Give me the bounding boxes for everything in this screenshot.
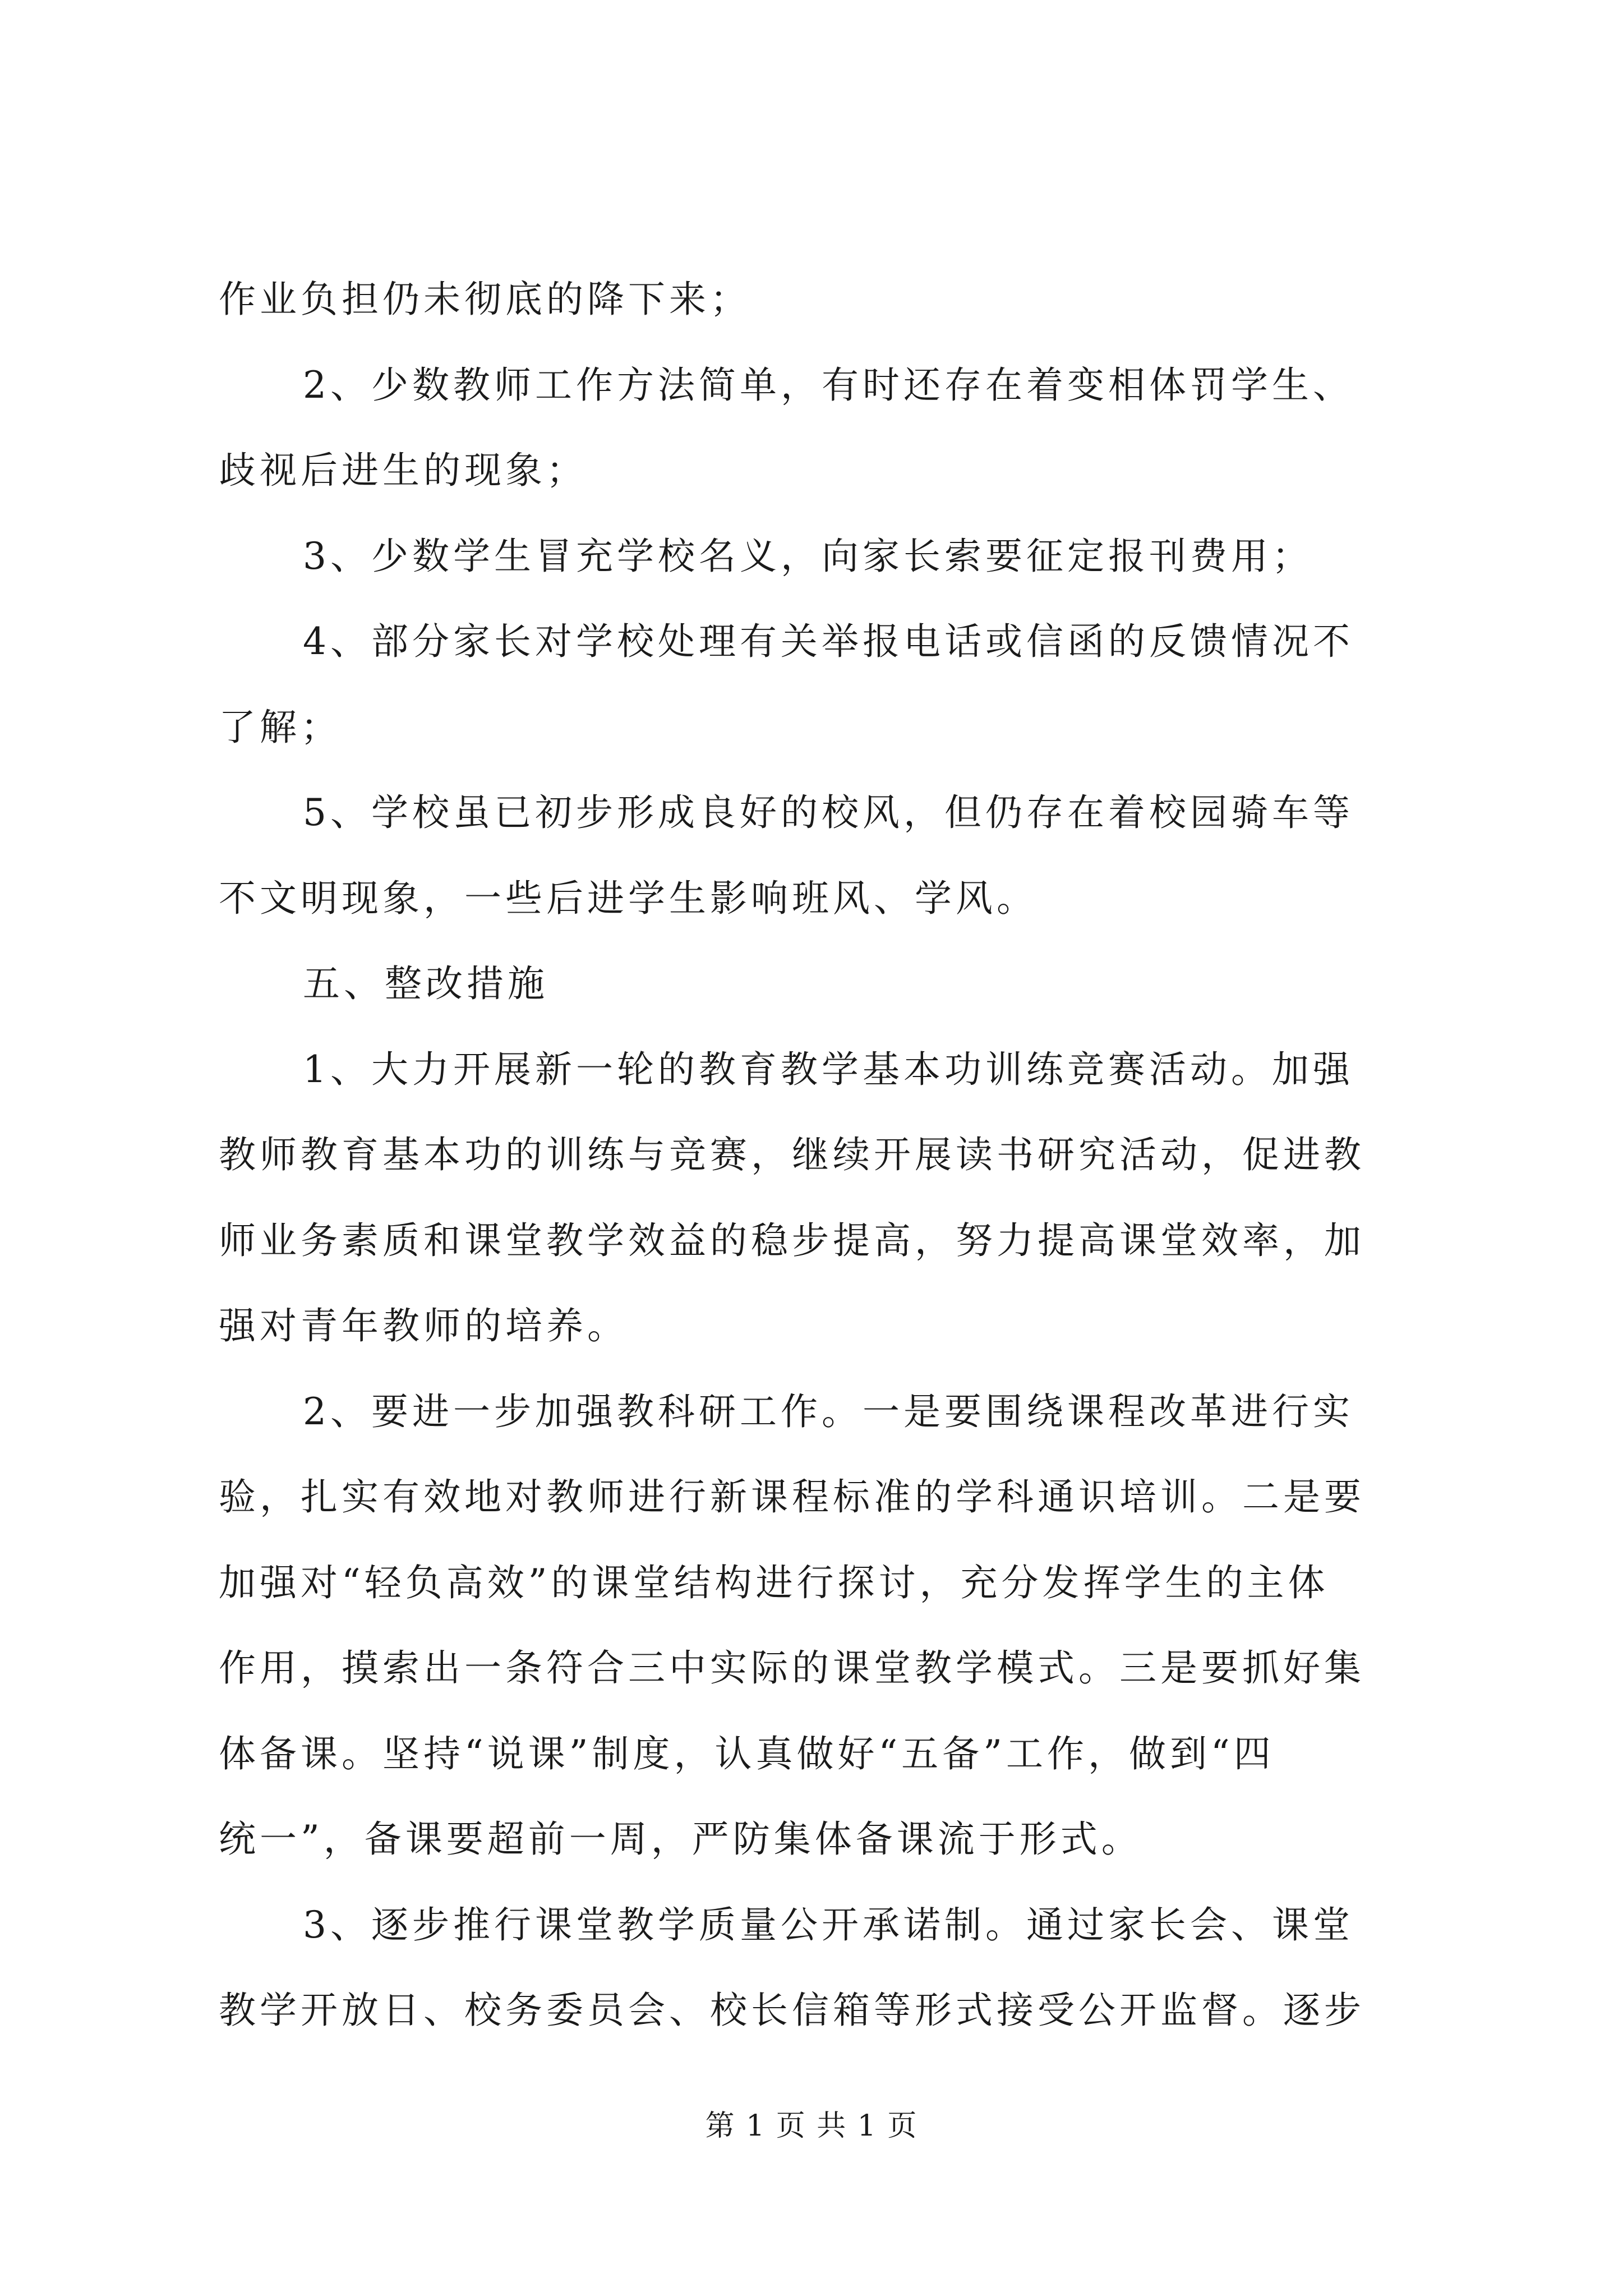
text-line: 歧视后进生的现象； xyxy=(219,449,587,492)
text-line: 不文明现象，一些后进学生影响班风、学风。 xyxy=(219,876,1038,920)
body-text xyxy=(219,257,1419,2054)
text-line: 统一”，备课要超前一周，严防集体备课流于形式。 xyxy=(219,1818,1142,1861)
text-line: 验，扎实有效地对教师进行新课程标准的学科通识培训。二是要 xyxy=(219,1475,1365,1519)
text-line: 了解； xyxy=(219,705,342,749)
text-line: 2、少数教师工作方法简单，有时还存在着变相体罚学生、 xyxy=(303,363,1354,407)
text-line: 5、学校虽已初步形成良好的校风，但仍存在着校园骑车等 xyxy=(303,791,1354,834)
text-line: 体备课。坚持“说课”制度，认真做好“五备”工作，做到“四 xyxy=(219,1732,1275,1775)
text-line: 强对青年教师的培养。 xyxy=(219,1304,628,1347)
text-line: 教师教育基本功的训练与竞赛，继续开展读书研究活动，促进教 xyxy=(219,1133,1365,1176)
section-heading: 五、整改措施 xyxy=(303,962,548,1005)
text-line: 作业负担仍未彻底的降下来； xyxy=(219,278,751,321)
text-line: 师业务素质和课堂教学效益的稳步提高，努力提高课堂效率，加 xyxy=(219,1218,1365,1262)
text-line: 1、大力开展新一轮的教育教学基本功训练竞赛活动。加强 xyxy=(303,1047,1354,1091)
text-line: 2、要进一步加强教科研工作。一是要围绕课程改革进行实 xyxy=(303,1389,1354,1433)
text-line: 教学开放日、校务委员会、校长信箱等形式接受公开监督。逐步 xyxy=(219,1989,1365,2032)
text-line: 作用，摸索出一条符合三中实际的课堂教学模式。三是要抓好集 xyxy=(219,1646,1365,1690)
text-line: 3、少数学生冒充学校名义，向家长索要征定报刊费用； xyxy=(303,534,1313,578)
page-number-footer: 第 1 页 共 1 页 xyxy=(705,2109,918,2143)
text-line: 3、逐步推行课堂教学质量公开承诺制。通过家长会、课堂 xyxy=(303,1903,1354,1947)
text-line: 4、部分家长对学校处理有关举报电话或信函的反馈情况不 xyxy=(303,620,1354,663)
text-line: 加强对“轻负高效”的课堂结构进行探讨，充分发挥学生的主体 xyxy=(219,1561,1329,1604)
